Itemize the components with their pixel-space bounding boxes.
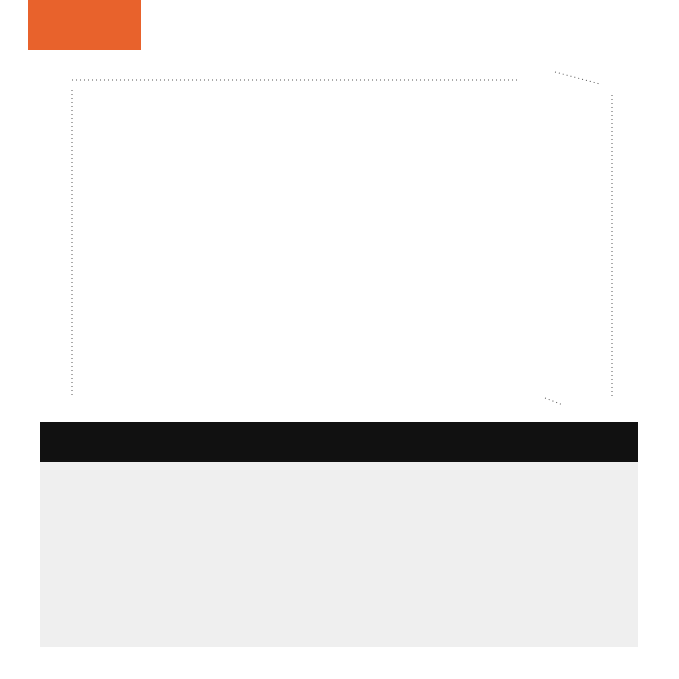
spec-inner-frame xyxy=(62,546,70,562)
spec-weight xyxy=(60,612,68,628)
spec-material xyxy=(60,523,68,539)
spec-panels xyxy=(417,479,425,495)
spec-product-size xyxy=(60,591,68,607)
spec-frame-color xyxy=(60,500,68,516)
specifications-header xyxy=(40,422,638,462)
spec-folded xyxy=(60,568,68,584)
depth-guide-line-top xyxy=(555,72,600,84)
depth-guide-line-bottom xyxy=(545,398,563,405)
spec-model xyxy=(60,479,68,495)
spec-panel-color xyxy=(417,500,425,516)
